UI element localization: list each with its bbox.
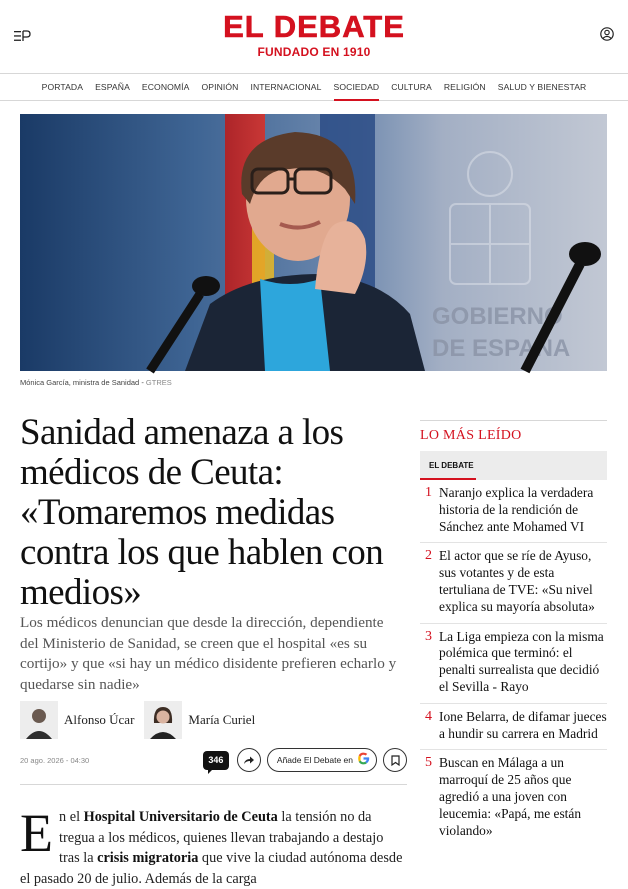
list-item[interactable] (420, 750, 607, 846)
item-title[interactable]: Naranjo explica la verdadera historia de la rendición de Sánchez ante Mohamed VI (439, 485, 594, 534)
author-1[interactable] (20, 701, 134, 739)
avatar (20, 701, 58, 739)
logo-wordmark: EL DEBATE (223, 9, 405, 44)
svg-text:GOBIERNO: GOBIERNO (432, 303, 563, 330)
item-rank: 1 (425, 485, 432, 500)
crisis-link[interactable]: crisis migratoria (97, 850, 199, 866)
item-rank: 4 (425, 708, 432, 724)
nav-item-sociedad[interactable]: SOCIEDAD (328, 74, 386, 101)
nav-item-portada[interactable]: PORTADA (41, 82, 84, 92)
nav-item-salud[interactable]: SALUD Y BIENESTAR (497, 82, 587, 92)
sidebar-title: LO MÁS LEÍDO (420, 428, 522, 443)
article-subhead: Los médicos denuncian que desde la dirección, dependiente del Ministerio de Sanidad, se creen que el hospital «es su cortijo» y que «si hay un médico disidente prefieren echarlo y quedarse sin nadie» (20, 614, 397, 693)
body-text-2: la tensión no da tregua a los médicos, quienes llevan trabajando a destajo tras la (59, 809, 384, 866)
bookmark-button[interactable] (383, 748, 407, 772)
sidebar-top-divider (420, 420, 607, 421)
bookmark-icon (391, 755, 400, 766)
item-title[interactable]: El actor que se ríe de Ayuso, sus votantes y de esta tertuliana de TVE: «Su nivel explica su mayoría absoluta» (439, 548, 595, 614)
google-icon (357, 752, 370, 768)
author-2[interactable] (144, 701, 255, 739)
item-rank: 5 (425, 755, 432, 771)
svg-text:DE ESPAÑA: DE ESPAÑA (432, 335, 571, 362)
item-title[interactable]: Ione Belarra, de difamar jueces a hundir su carrera en Madrid (439, 708, 607, 741)
logo-tagline: FUNDADO EN 1910 (257, 45, 371, 59)
photo-caption: Mónica García, ministra de Sanidad - GTRES (20, 378, 172, 387)
body-text-3: que vive la ciudad autónoma desde el pasado 20 de julio. Además de la carga (20, 850, 403, 887)
main-nav (0, 74, 628, 101)
user-account-icon[interactable] (600, 27, 614, 41)
comments-count-button[interactable]: 346 (203, 751, 229, 770)
author-name: María Curiel (188, 712, 256, 727)
google-button-label: Añade El Debate en (276, 755, 353, 765)
nav-item-espana[interactable]: ESPAÑA (95, 82, 130, 92)
photo-credit: GTRES (145, 378, 172, 387)
nav-item-religion[interactable]: RELIGIÓN (443, 82, 486, 92)
add-to-google-button[interactable] (267, 748, 377, 772)
author-name: Alfonso Úcar (64, 712, 135, 727)
author-list (20, 700, 265, 740)
tab-label: EL DEBATE (429, 461, 474, 470)
share-button[interactable] (237, 748, 261, 772)
hero-photo (20, 114, 607, 371)
site-header (0, 0, 628, 74)
publish-date: 20 ago. 2026 - 04:30 (20, 755, 90, 765)
nav-item-cultura[interactable]: CULTURA (391, 82, 432, 92)
caption-text: Mónica García, ministra de Sanidad (20, 378, 140, 387)
list-item[interactable] (420, 543, 607, 623)
list-item[interactable] (420, 480, 607, 543)
article-body (20, 803, 407, 889)
nav-item-internacional[interactable]: INTERNACIONAL (250, 82, 322, 92)
item-rank: 3 (425, 628, 432, 644)
drop-cap: E (20, 803, 53, 863)
tab-el-debate[interactable] (420, 451, 607, 480)
item-rank: 2 (425, 548, 432, 564)
item-title[interactable]: Buscan en Málaga a un marroquí de 25 años que agredió a una joven con leucemia: «Papá, me están violando» (439, 755, 582, 838)
avatar (144, 701, 182, 739)
article-headline: Sanidad amenaza a los médicos de Ceuta: «Tomaremos medidas contra los que hablen con medios» (20, 412, 384, 613)
list-item[interactable] (420, 624, 607, 704)
hero-photo-illustration (20, 114, 607, 371)
share-arrow-icon (243, 755, 255, 765)
hospital-link[interactable]: Hospital Universitario de Ceuta (83, 809, 278, 825)
item-title[interactable]: La Liga empieza con la misma polémica que terminó: el penalti surrealista que decidió el Sevilla - Rayo (439, 628, 604, 694)
meta-divider (20, 784, 407, 785)
most-read-list (420, 480, 607, 846)
list-item[interactable] (420, 704, 607, 751)
nav-item-opinion[interactable]: OPINIÓN (201, 82, 239, 92)
site-logo[interactable] (0, 10, 628, 59)
article-meta (20, 745, 407, 775)
body-text-1: n el (59, 809, 84, 825)
nav-item-economia[interactable]: ECONOMÍA (141, 82, 190, 92)
